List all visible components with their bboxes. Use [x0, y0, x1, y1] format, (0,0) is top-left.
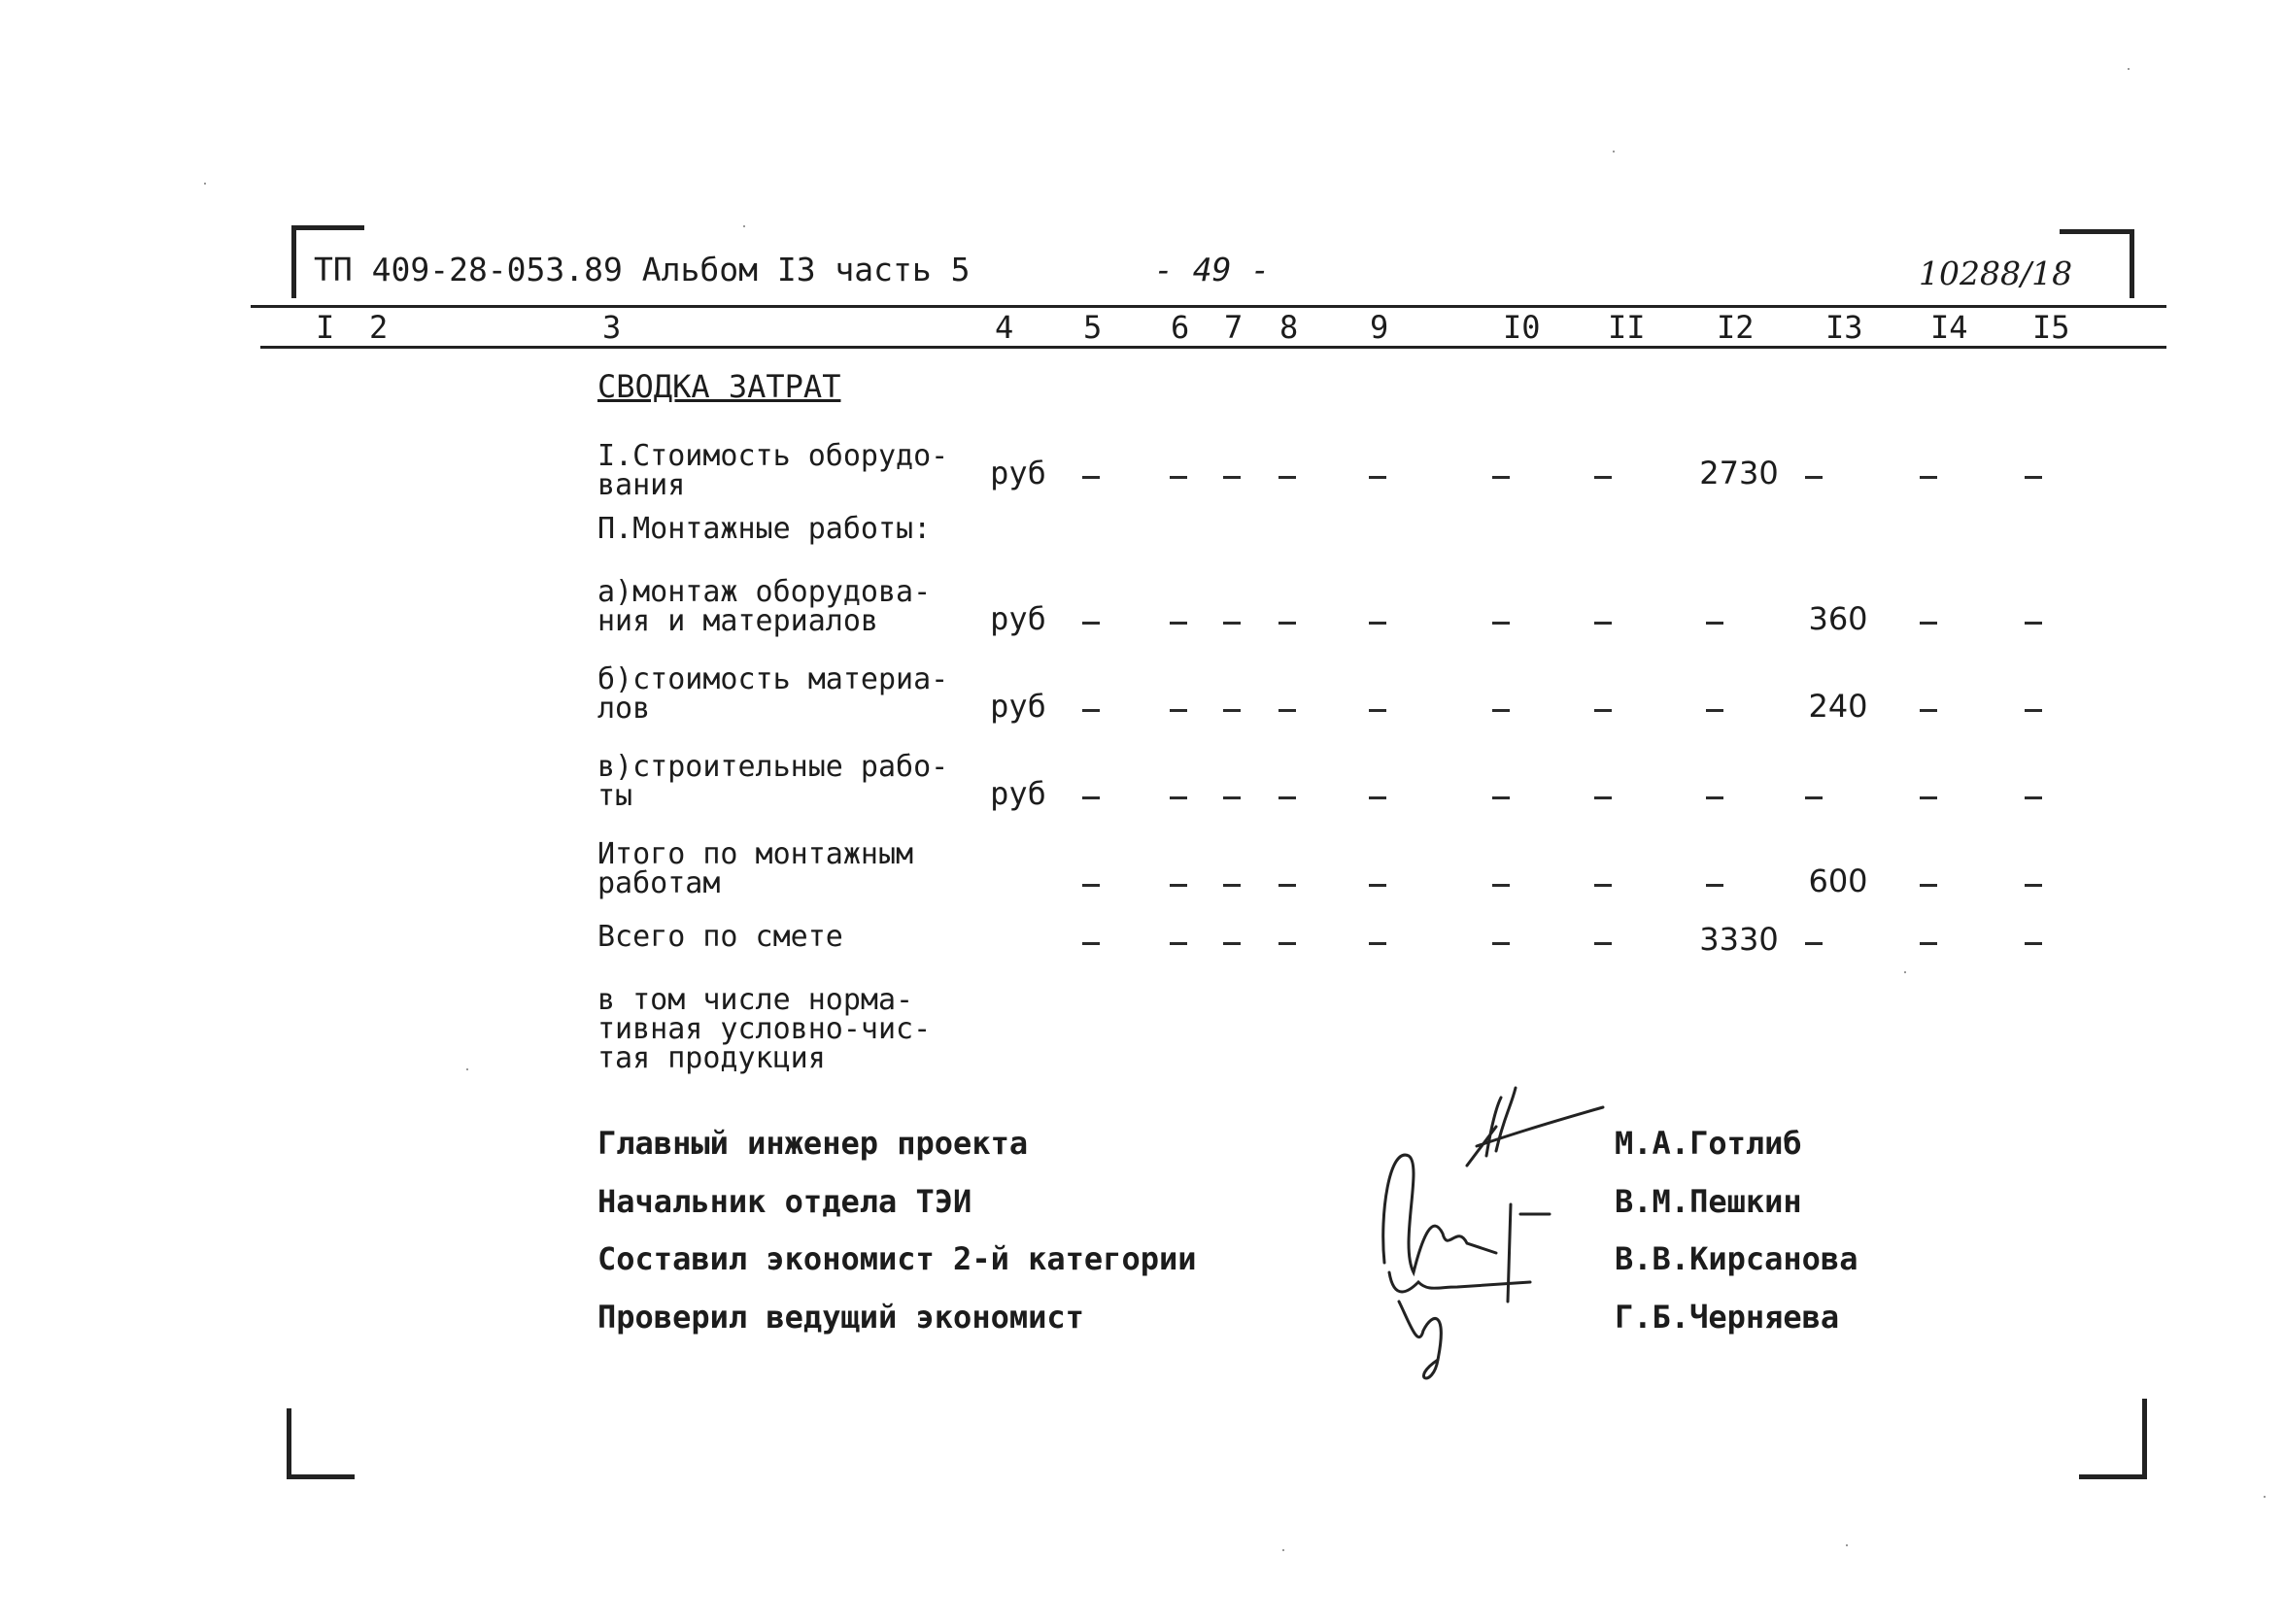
empty-cell-dash — [1369, 622, 1386, 625]
empty-cell-dash — [1223, 942, 1241, 945]
empty-cell-dash — [1278, 884, 1296, 887]
scan-speck — [2128, 68, 2130, 70]
empty-cell-dash — [1594, 796, 1612, 799]
empty-cell-dash — [1706, 884, 1723, 887]
row-label: Всего по смете — [597, 920, 843, 954]
empty-cell-dash — [1805, 476, 1823, 479]
empty-cell-dash — [1594, 709, 1612, 712]
signature-role: Составил экономист 2-й категории — [597, 1240, 1197, 1277]
empty-cell-dash — [2025, 884, 2042, 887]
row-label: в том числе норма- тивная условно-чис- тая продукция — [597, 983, 932, 1075]
column-number: 7 — [1224, 309, 1244, 346]
empty-cell-dash — [1278, 796, 1296, 799]
column-number: I3 — [1825, 309, 1863, 346]
cost-value: 360 — [1808, 600, 1868, 637]
row-label: I.Стоимость оборудо- вания — [597, 439, 949, 502]
scan-speck — [1846, 1544, 1848, 1546]
empty-cell-dash — [1492, 796, 1510, 799]
row-unit: руб — [990, 775, 1046, 812]
empty-cell-dash — [1369, 942, 1386, 945]
row-label: а)монтаж оборудова- ния и материалов — [597, 575, 932, 638]
column-number: I5 — [2032, 309, 2070, 346]
empty-cell-dash — [2025, 796, 2042, 799]
scan-speck — [1904, 971, 1906, 973]
column-number: I4 — [1930, 309, 1968, 346]
empty-cell-dash — [1170, 476, 1187, 479]
empty-cell-dash — [1594, 942, 1612, 945]
row-unit: руб — [990, 688, 1046, 725]
empty-cell-dash — [1594, 476, 1612, 479]
empty-cell-dash — [1170, 796, 1187, 799]
empty-cell-dash — [2025, 942, 2042, 945]
empty-cell-dash — [1082, 884, 1100, 887]
cost-value: 600 — [1808, 863, 1868, 899]
empty-cell-dash — [1278, 942, 1296, 945]
empty-cell-dash — [1278, 622, 1296, 625]
empty-cell-dash — [2025, 476, 2042, 479]
empty-cell-dash — [1920, 622, 1937, 625]
column-number: 9 — [1370, 309, 1389, 346]
scan-speck — [2264, 1496, 2266, 1498]
empty-cell-dash — [1492, 942, 1510, 945]
empty-cell-dash — [1492, 476, 1510, 479]
signature-role: Проверил ведущий экономист — [597, 1299, 1084, 1336]
column-number: 4 — [995, 309, 1014, 346]
signature-name: В.М.Пешкин — [1615, 1183, 1802, 1220]
empty-cell-dash — [1706, 622, 1723, 625]
empty-cell-dash — [2025, 622, 2042, 625]
empty-cell-dash — [1920, 942, 1937, 945]
empty-cell-dash — [1492, 622, 1510, 625]
empty-cell-dash — [1170, 942, 1187, 945]
empty-cell-dash — [1805, 796, 1823, 799]
empty-cell-dash — [1223, 884, 1241, 887]
scan-speck — [204, 183, 206, 185]
empty-cell-dash — [1920, 709, 1937, 712]
empty-cell-dash — [1920, 796, 1937, 799]
row-label: Итого по монтажным работам — [597, 837, 914, 900]
empty-cell-dash — [1492, 884, 1510, 887]
empty-cell-dash — [1369, 884, 1386, 887]
cost-value: 3330 — [1699, 921, 1779, 958]
empty-cell-dash — [1706, 796, 1723, 799]
empty-cell-dash — [1170, 884, 1187, 887]
column-number: 3 — [602, 309, 622, 346]
signature-name: Г.Б.Черняева — [1615, 1299, 1840, 1336]
cost-value: 240 — [1808, 688, 1868, 725]
signature-name: М.А.Готлиб — [1615, 1125, 1802, 1162]
empty-cell-dash — [1805, 942, 1823, 945]
signature-role: Главный инженер проекта — [597, 1125, 1029, 1162]
empty-cell-dash — [1082, 622, 1100, 625]
document-reference: ТП 409-28-053.89 Альбом I3 часть 5 — [314, 251, 971, 288]
empty-cell-dash — [1223, 796, 1241, 799]
row-unit: руб — [990, 600, 1046, 637]
empty-cell-dash — [1369, 709, 1386, 712]
empty-cell-dash — [1920, 476, 1937, 479]
empty-cell-dash — [1223, 622, 1241, 625]
scan-speck — [466, 1068, 468, 1070]
cost-value: 2730 — [1699, 455, 1779, 491]
empty-cell-dash — [1170, 709, 1187, 712]
column-number: II — [1608, 309, 1646, 346]
row-label: б)стоимость материа- лов — [597, 662, 949, 726]
page-number: - 49 - — [1154, 251, 1271, 288]
column-number: I2 — [1717, 309, 1755, 346]
row-label: П.Монтажные работы: — [597, 512, 932, 546]
empty-cell-dash — [1369, 796, 1386, 799]
empty-cell-dash — [1170, 622, 1187, 625]
empty-cell-dash — [1082, 796, 1100, 799]
column-number: 2 — [369, 309, 389, 346]
empty-cell-dash — [1492, 709, 1510, 712]
signature-role: Начальник отдела ТЭИ — [597, 1183, 972, 1220]
empty-cell-dash — [1082, 942, 1100, 945]
column-number: 8 — [1279, 309, 1299, 346]
corner-bottom-left — [287, 1408, 355, 1479]
empty-cell-dash — [1278, 476, 1296, 479]
empty-cell-dash — [1706, 709, 1723, 712]
section-title: СВОДКА ЗАТРАТ — [597, 368, 841, 405]
empty-cell-dash — [1594, 622, 1612, 625]
column-number: I0 — [1503, 309, 1541, 346]
empty-cell-dash — [1082, 709, 1100, 712]
column-number: I — [316, 309, 335, 346]
row-label: в)строительные рабо- ты — [597, 750, 949, 813]
corner-bottom-right — [2079, 1399, 2147, 1479]
signature-name: В.В.Кирсанова — [1615, 1240, 1858, 1277]
header-rule-top — [251, 305, 2166, 308]
empty-cell-dash — [1082, 476, 1100, 479]
empty-cell-dash — [1920, 884, 1937, 887]
header-rule-bottom — [260, 346, 2166, 349]
archive-number: 10288/18 — [1919, 254, 2073, 292]
empty-cell-dash — [1223, 476, 1241, 479]
empty-cell-dash — [1369, 476, 1386, 479]
empty-cell-dash — [1278, 709, 1296, 712]
row-unit: руб — [990, 455, 1046, 491]
empty-cell-dash — [1594, 884, 1612, 887]
scan-speck — [1282, 1549, 1284, 1551]
empty-cell-dash — [1223, 709, 1241, 712]
column-number: 5 — [1083, 309, 1103, 346]
column-number: 6 — [1171, 309, 1190, 346]
scan-speck — [1613, 151, 1615, 152]
empty-cell-dash — [2025, 709, 2042, 712]
handwritten-signatures — [1341, 1068, 1632, 1399]
scan-speck — [743, 225, 745, 227]
